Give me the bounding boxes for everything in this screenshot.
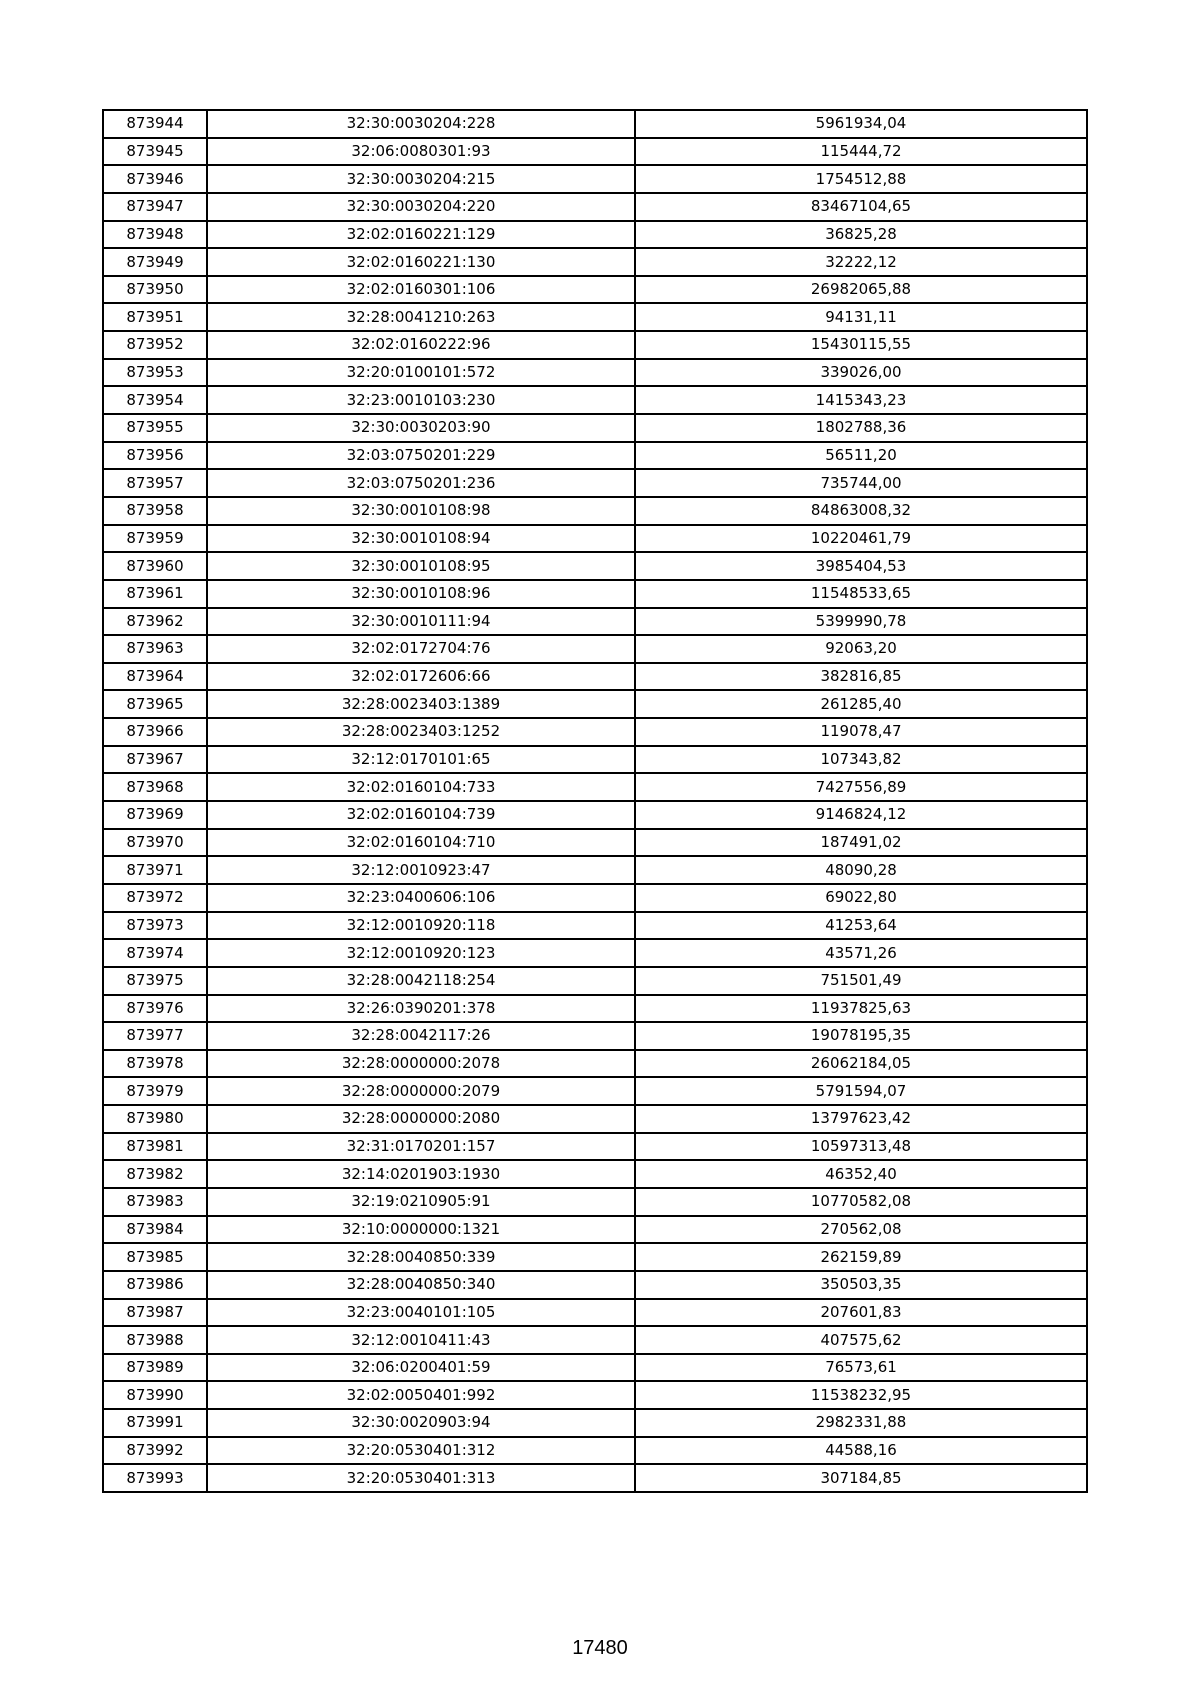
row-number-cell: 873950	[103, 276, 207, 304]
row-number-cell: 873974	[103, 939, 207, 967]
row-number-cell: 873976	[103, 995, 207, 1023]
row-number-cell: 873948	[103, 221, 207, 249]
cadastral-number-cell: 32:28:0041210:263	[207, 303, 635, 331]
value-cell: 76573,61	[635, 1354, 1087, 1382]
value-cell: 41253,64	[635, 912, 1087, 940]
cadastral-number-cell: 32:30:0030204:220	[207, 193, 635, 221]
table-row	[103, 303, 1087, 331]
value-cell: 307184,85	[635, 1464, 1087, 1492]
cadastral-number-cell: 32:12:0010920:123	[207, 939, 635, 967]
cadastral-number-cell: 32:02:0050401:992	[207, 1381, 635, 1409]
table-row	[103, 1409, 1087, 1437]
row-number-cell: 873989	[103, 1354, 207, 1382]
row-number-cell: 873963	[103, 635, 207, 663]
value-cell: 83467104,65	[635, 193, 1087, 221]
table-row	[103, 663, 1087, 691]
cadastral-number-cell: 32:28:0000000:2080	[207, 1105, 635, 1133]
table-row	[103, 995, 1087, 1023]
row-number-cell: 873958	[103, 497, 207, 525]
row-number-cell: 873987	[103, 1299, 207, 1327]
table-row	[103, 525, 1087, 553]
value-cell: 10597313,48	[635, 1133, 1087, 1161]
table-row	[103, 138, 1087, 166]
cadastral-number-cell: 32:02:0172606:66	[207, 663, 635, 691]
table-row	[103, 276, 1087, 304]
row-number-cell: 873966	[103, 718, 207, 746]
value-cell: 32222,12	[635, 248, 1087, 276]
table-row	[103, 690, 1087, 718]
table-row	[103, 580, 1087, 608]
value-cell: 270562,08	[635, 1216, 1087, 1244]
cadastral-number-cell: 32:30:0010108:94	[207, 525, 635, 553]
value-cell: 92063,20	[635, 635, 1087, 663]
value-cell: 5399990,78	[635, 608, 1087, 636]
table-row	[103, 773, 1087, 801]
row-number-cell: 873973	[103, 912, 207, 940]
value-cell: 19078195,35	[635, 1022, 1087, 1050]
row-number-cell: 873980	[103, 1105, 207, 1133]
cadastral-number-cell: 32:02:0160222:96	[207, 331, 635, 359]
row-number-cell: 873970	[103, 829, 207, 857]
cadastral-number-cell: 32:30:0030203:90	[207, 414, 635, 442]
value-cell: 1415343,23	[635, 386, 1087, 414]
value-cell: 13797623,42	[635, 1105, 1087, 1133]
row-number-cell: 873969	[103, 801, 207, 829]
row-number-cell: 873984	[103, 1216, 207, 1244]
table-row	[103, 967, 1087, 995]
cadastral-number-cell: 32:28:0023403:1252	[207, 718, 635, 746]
table-row	[103, 1326, 1087, 1354]
cadastral-number-cell: 32:02:0160221:129	[207, 221, 635, 249]
cadastral-number-cell: 32:20:0530401:312	[207, 1437, 635, 1465]
cadastral-number-cell: 32:28:0023403:1389	[207, 690, 635, 718]
value-cell: 94131,11	[635, 303, 1087, 331]
cadastral-number-cell: 32:12:0010411:43	[207, 1326, 635, 1354]
cadastral-number-cell: 32:30:0010111:94	[207, 608, 635, 636]
cadastral-number-cell: 32:30:0010108:98	[207, 497, 635, 525]
row-number-cell: 873992	[103, 1437, 207, 1465]
table-row	[103, 1105, 1087, 1133]
row-number-cell: 873993	[103, 1464, 207, 1492]
row-number-cell: 873965	[103, 690, 207, 718]
table-row	[103, 1299, 1087, 1327]
table-row	[103, 635, 1087, 663]
value-cell: 44588,16	[635, 1437, 1087, 1465]
table-row	[103, 884, 1087, 912]
cadastral-number-cell: 32:02:0160104:710	[207, 829, 635, 857]
value-cell: 382816,85	[635, 663, 1087, 691]
value-cell: 15430115,55	[635, 331, 1087, 359]
table-row	[103, 1160, 1087, 1188]
cadastral-number-cell: 32:06:0200401:59	[207, 1354, 635, 1382]
value-cell: 5961934,04	[635, 110, 1087, 138]
cadastral-number-cell: 32:23:0400606:106	[207, 884, 635, 912]
table-row	[103, 442, 1087, 470]
cadastral-number-cell: 32:28:0040850:340	[207, 1271, 635, 1299]
value-cell: 119078,47	[635, 718, 1087, 746]
table-row	[103, 221, 1087, 249]
value-cell: 339026,00	[635, 359, 1087, 387]
cadastral-number-cell: 32:26:0390201:378	[207, 995, 635, 1023]
row-number-cell: 873971	[103, 856, 207, 884]
row-number-cell: 873968	[103, 773, 207, 801]
table-row	[103, 939, 1087, 967]
cadastral-number-cell: 32:14:0201903:1930	[207, 1160, 635, 1188]
row-number-cell: 873946	[103, 165, 207, 193]
value-cell: 43571,26	[635, 939, 1087, 967]
value-cell: 11937825,63	[635, 995, 1087, 1023]
row-number-cell: 873954	[103, 386, 207, 414]
table-row	[103, 1271, 1087, 1299]
row-number-cell: 873944	[103, 110, 207, 138]
table-row	[103, 1077, 1087, 1105]
table-row	[103, 193, 1087, 221]
cadastral-number-cell: 32:02:0160301:106	[207, 276, 635, 304]
table-row	[103, 856, 1087, 884]
row-number-cell: 873985	[103, 1243, 207, 1271]
value-cell: 69022,80	[635, 884, 1087, 912]
table-row	[103, 248, 1087, 276]
row-number-cell: 873961	[103, 580, 207, 608]
table-row	[103, 331, 1087, 359]
cadastral-number-cell: 32:20:0530401:313	[207, 1464, 635, 1492]
table-row	[103, 359, 1087, 387]
row-number-cell: 873988	[103, 1326, 207, 1354]
table-row	[103, 110, 1087, 138]
value-cell: 56511,20	[635, 442, 1087, 470]
table-row	[103, 746, 1087, 774]
cadastral-number-cell: 32:28:0000000:2078	[207, 1050, 635, 1078]
table-row	[103, 165, 1087, 193]
cadastral-number-cell: 32:31:0170201:157	[207, 1133, 635, 1161]
row-number-cell: 873981	[103, 1133, 207, 1161]
value-cell: 7427556,89	[635, 773, 1087, 801]
table-row	[103, 1464, 1087, 1492]
cadastral-number-cell: 32:12:0010920:118	[207, 912, 635, 940]
cadastral-number-cell: 32:30:0030204:215	[207, 165, 635, 193]
value-cell: 407575,62	[635, 1326, 1087, 1354]
cadastral-number-cell: 32:02:0160221:130	[207, 248, 635, 276]
cadastral-number-cell: 32:28:0000000:2079	[207, 1077, 635, 1105]
cadastral-number-cell: 32:30:0020903:94	[207, 1409, 635, 1437]
value-cell: 207601,83	[635, 1299, 1087, 1327]
table-row	[103, 497, 1087, 525]
value-cell: 3985404,53	[635, 552, 1087, 580]
row-number-cell: 873975	[103, 967, 207, 995]
table-row	[103, 469, 1087, 497]
cadastral-number-cell: 32:02:0172704:76	[207, 635, 635, 663]
cadastral-number-cell: 32:12:0170101:65	[207, 746, 635, 774]
value-cell: 1802788,36	[635, 414, 1087, 442]
row-number-cell: 873991	[103, 1409, 207, 1437]
row-number-cell: 873947	[103, 193, 207, 221]
row-number-cell: 873978	[103, 1050, 207, 1078]
cadastral-number-cell: 32:20:0100101:572	[207, 359, 635, 387]
value-cell: 115444,72	[635, 138, 1087, 166]
table-row	[103, 1050, 1087, 1078]
cadastral-number-cell: 32:23:0010103:230	[207, 386, 635, 414]
table-row	[103, 912, 1087, 940]
table-row	[103, 386, 1087, 414]
table-row	[103, 1216, 1087, 1244]
cadastral-number-cell: 32:28:0042117:26	[207, 1022, 635, 1050]
data-table	[102, 109, 1088, 1493]
row-number-cell: 873979	[103, 1077, 207, 1105]
cadastral-number-cell: 32:06:0080301:93	[207, 138, 635, 166]
row-number-cell: 873953	[103, 359, 207, 387]
table-row	[103, 414, 1087, 442]
value-cell: 26982065,88	[635, 276, 1087, 304]
value-cell: 26062184,05	[635, 1050, 1087, 1078]
cadastral-number-cell: 32:23:0040101:105	[207, 1299, 635, 1327]
table-row	[103, 552, 1087, 580]
cadastral-number-cell: 32:02:0160104:733	[207, 773, 635, 801]
row-number-cell: 873962	[103, 608, 207, 636]
value-cell: 48090,28	[635, 856, 1087, 884]
value-cell: 9146824,12	[635, 801, 1087, 829]
table-row	[103, 801, 1087, 829]
cadastral-number-cell: 32:19:0210905:91	[207, 1188, 635, 1216]
value-cell: 187491,02	[635, 829, 1087, 857]
row-number-cell: 873951	[103, 303, 207, 331]
cadastral-number-cell: 32:28:0042118:254	[207, 967, 635, 995]
table-row	[103, 1022, 1087, 1050]
value-cell: 751501,49	[635, 967, 1087, 995]
value-cell: 84863008,32	[635, 497, 1087, 525]
value-cell: 261285,40	[635, 690, 1087, 718]
value-cell: 262159,89	[635, 1243, 1087, 1271]
table-row	[103, 1381, 1087, 1409]
table-body	[103, 110, 1087, 1492]
row-number-cell: 873990	[103, 1381, 207, 1409]
row-number-cell: 873986	[103, 1271, 207, 1299]
value-cell: 2982331,88	[635, 1409, 1087, 1437]
value-cell: 107343,82	[635, 746, 1087, 774]
row-number-cell: 873960	[103, 552, 207, 580]
cadastral-number-cell: 32:28:0040850:339	[207, 1243, 635, 1271]
row-number-cell: 873983	[103, 1188, 207, 1216]
value-cell: 11548533,65	[635, 580, 1087, 608]
table-row	[103, 1188, 1087, 1216]
value-cell: 36825,28	[635, 221, 1087, 249]
value-cell: 5791594,07	[635, 1077, 1087, 1105]
cadastral-number-cell: 32:30:0010108:96	[207, 580, 635, 608]
table-row	[103, 1437, 1087, 1465]
table-row	[103, 1354, 1087, 1382]
value-cell: 10770582,08	[635, 1188, 1087, 1216]
page-number: 17480	[572, 1637, 628, 1659]
row-number-cell: 873982	[103, 1160, 207, 1188]
row-number-cell: 873949	[103, 248, 207, 276]
cadastral-number-cell: 32:30:0030204:228	[207, 110, 635, 138]
row-number-cell: 873956	[103, 442, 207, 470]
row-number-cell: 873959	[103, 525, 207, 553]
value-cell: 735744,00	[635, 469, 1087, 497]
table-row	[103, 718, 1087, 746]
table-row	[103, 1133, 1087, 1161]
value-cell: 350503,35	[635, 1271, 1087, 1299]
row-number-cell: 873977	[103, 1022, 207, 1050]
cadastral-number-cell: 32:30:0010108:95	[207, 552, 635, 580]
cadastral-number-cell: 32:03:0750201:236	[207, 469, 635, 497]
row-number-cell: 873957	[103, 469, 207, 497]
cadastral-number-cell: 32:12:0010923:47	[207, 856, 635, 884]
value-cell: 10220461,79	[635, 525, 1087, 553]
value-cell: 46352,40	[635, 1160, 1087, 1188]
row-number-cell: 873964	[103, 663, 207, 691]
cadastral-number-cell: 32:02:0160104:739	[207, 801, 635, 829]
row-number-cell: 873955	[103, 414, 207, 442]
table-row	[103, 1243, 1087, 1271]
row-number-cell: 873972	[103, 884, 207, 912]
row-number-cell: 873952	[103, 331, 207, 359]
cadastral-number-cell: 32:10:0000000:1321	[207, 1216, 635, 1244]
row-number-cell: 873967	[103, 746, 207, 774]
table-row	[103, 608, 1087, 636]
table-row	[103, 829, 1087, 857]
cadastral-number-cell: 32:03:0750201:229	[207, 442, 635, 470]
row-number-cell: 873945	[103, 138, 207, 166]
value-cell: 11538232,95	[635, 1381, 1087, 1409]
value-cell: 1754512,88	[635, 165, 1087, 193]
